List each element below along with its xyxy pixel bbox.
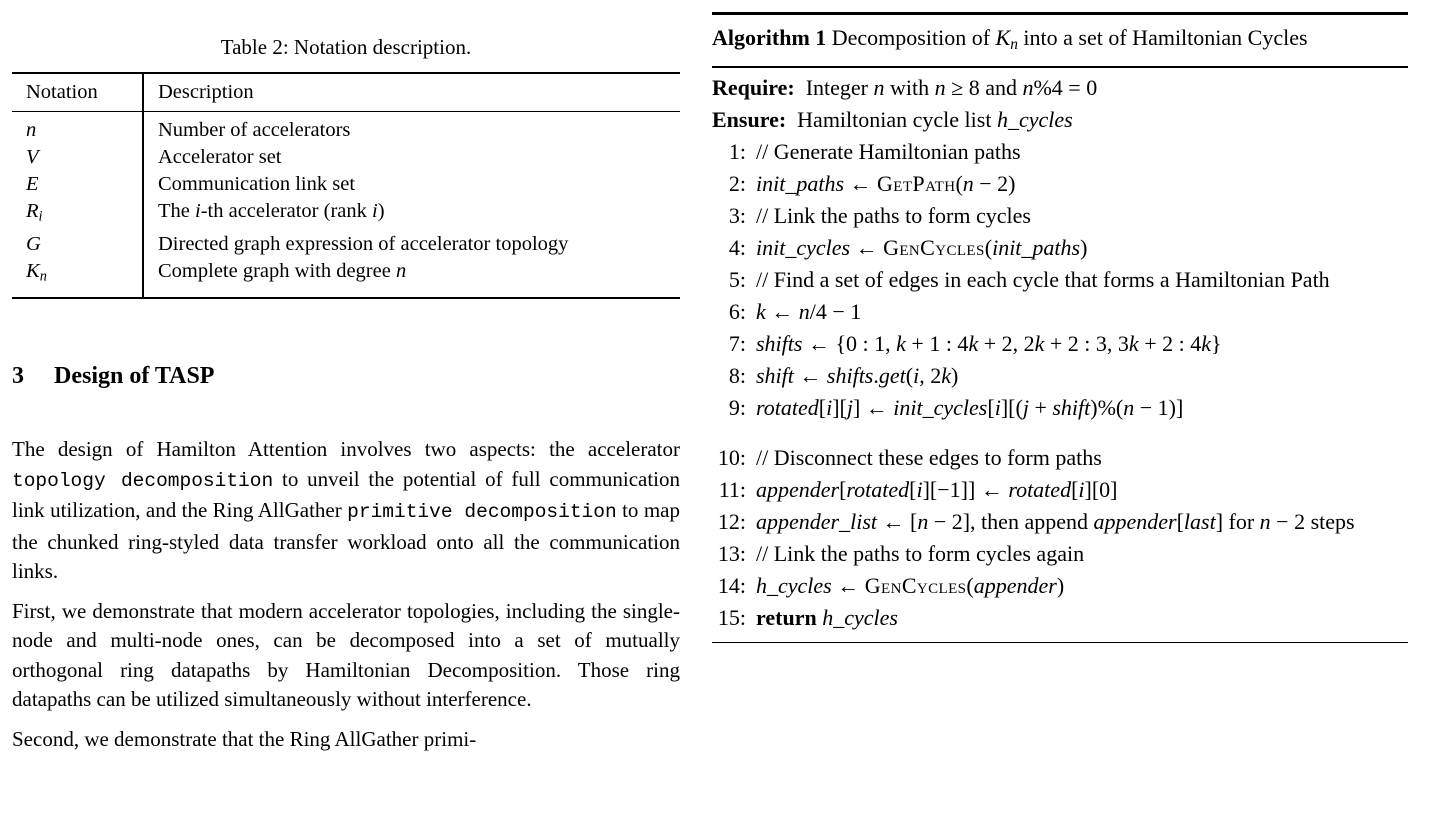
- line-content: return h_cycles: [756, 604, 898, 630]
- algorithm-title: Algorithm 1 Decomposition of Kn into a set of Hamiltonian Cycles: [712, 24, 1308, 53]
- line-content: // Find a set of edges in each cycle that forms a Hamiltonian Path: [756, 266, 1330, 292]
- line-number: 4:: [728, 234, 746, 260]
- line-content: shift ← shifts.get(i, 2k): [756, 362, 959, 388]
- line-content: // Generate Hamiltonian paths: [756, 138, 1021, 164]
- algorithm-panel: [712, 12, 1408, 643]
- notation-cell: n: [26, 119, 37, 141]
- line-content: shifts ← {0 : 1, k + 1 : 4k + 2, 2k + 2 : 3, 3k + 2 : 4k}: [756, 330, 1222, 356]
- description-cell: Complete graph with degree n: [158, 259, 407, 282]
- table-caption: Table 2: Notation description.: [220, 35, 472, 59]
- line-number: 5:: [728, 266, 746, 292]
- algorithm-line: [712, 392, 1408, 424]
- description-header-cell: Description: [158, 81, 254, 103]
- table-row: [12, 231, 680, 258]
- line-number: 12:: [717, 508, 746, 534]
- line-number: 6:: [728, 298, 746, 324]
- algorithm-line: [712, 474, 1408, 506]
- notation-header-cell: Notation: [26, 81, 98, 103]
- table-row: [12, 258, 680, 291]
- notation-cell: Ri: [26, 200, 43, 225]
- notation-cell: V: [26, 146, 39, 168]
- line-content: k ← n/4 − 1: [756, 298, 862, 324]
- line-content: appender_list ← [n − 2], then append appender[last] for n − 2 steps: [756, 508, 1355, 534]
- line-content: appender[rotated[i][−1]] ← rotated[i][0]: [756, 476, 1118, 502]
- algorithm-line: [712, 442, 1408, 474]
- description-cell: Communication link set: [158, 173, 356, 195]
- algorithm-preamble: [712, 68, 1408, 136]
- description-cell: The i-th accelerator (rank i): [158, 200, 385, 222]
- table-row: [12, 117, 680, 144]
- line-content: // Disconnect these edges to form paths: [756, 444, 1102, 470]
- algorithm-line: [712, 200, 1408, 232]
- algorithm-body: [712, 136, 1408, 642]
- table-header-row: [12, 74, 680, 112]
- algorithm-line: [712, 538, 1408, 570]
- line-content: rotated[i][j] ← init_cycles[i][(j + shift)%(n − 1)]: [756, 394, 1184, 420]
- section-number: 3: [12, 363, 24, 390]
- table-column-divider: [142, 74, 144, 297]
- line-content: init_paths ← GetPath(n − 2): [756, 170, 1016, 196]
- line-content: // Link the paths to form cycles again: [756, 540, 1085, 566]
- algorithm-line: [712, 232, 1408, 264]
- line-number: 14:: [717, 572, 746, 598]
- paragraph: First, we demonstrate that modern accelerator topologies, including the single-node and multi-node ones, can be decomposed into a set of mutually orthogonal ring datapaths by Hamiltonian Decomposition. Those ring datapaths can be utilized simultaneously without interference.: [12, 598, 680, 712]
- paragraph-clipped: Second, we demonstrate that the Ring AllGather primi-: [12, 726, 477, 751]
- line-content: init_cycles ← GenCycles(init_paths): [756, 234, 1088, 260]
- notation-cell: E: [26, 173, 39, 195]
- algorithm-bottom-rule: [712, 642, 1408, 644]
- algorithm-line: [712, 296, 1408, 328]
- algorithm-line: [712, 506, 1408, 538]
- ensure-line: Ensure: Hamiltonian cycle list h_cycles: [712, 106, 1073, 132]
- algorithm-line: [712, 168, 1408, 200]
- line-number: 13:: [717, 540, 746, 566]
- section-heading: [12, 361, 680, 391]
- line-number: 8:: [728, 362, 746, 388]
- notation-cell: G: [26, 232, 41, 255]
- section-title: Design of TASP: [54, 363, 215, 390]
- table-row: [12, 144, 680, 171]
- line-content: h_cycles ← GenCycles(appender): [756, 572, 1065, 598]
- line-number: 2:: [728, 170, 746, 196]
- table-row: [12, 198, 680, 231]
- line-content: // Link the paths to form cycles: [756, 202, 1031, 228]
- line-number: 15:: [717, 604, 746, 630]
- algorithm-line: [712, 602, 1408, 634]
- line-number: 10:: [717, 444, 746, 470]
- algorithm-line: [712, 360, 1408, 392]
- line-number: 9:: [728, 394, 746, 420]
- table-body: [12, 112, 680, 297]
- algorithm-line: [712, 570, 1408, 602]
- table-row: [12, 171, 680, 198]
- line-number: 1:: [728, 138, 746, 164]
- algorithm-line: [712, 136, 1408, 168]
- algorithm-line: [712, 264, 1408, 296]
- algorithm-line: [712, 328, 1408, 360]
- notation-cell: Kn: [26, 259, 47, 285]
- line-number: 7:: [728, 330, 746, 356]
- description-cell: Accelerator set: [158, 146, 282, 168]
- paragraph: The design of Hamilton Attention involves two aspects: the accelerator topology decomposition to unveil the potential of full communication link utilization, and the Ring AllGather primitive decomposition to map the chunked ring-styled data transfer workload onto all the communication links.: [12, 437, 681, 584]
- require-line: Require: Integer n with n ≥ 8 and n%4 = 0: [712, 74, 1098, 100]
- line-number: 11:: [718, 476, 746, 502]
- description-cell: Directed graph expression of accelerator topology: [158, 232, 569, 255]
- description-cell: Number of accelerators: [158, 119, 351, 141]
- left-column: [12, 34, 680, 754]
- line-number: 3:: [728, 202, 746, 228]
- notation-table: [12, 72, 680, 299]
